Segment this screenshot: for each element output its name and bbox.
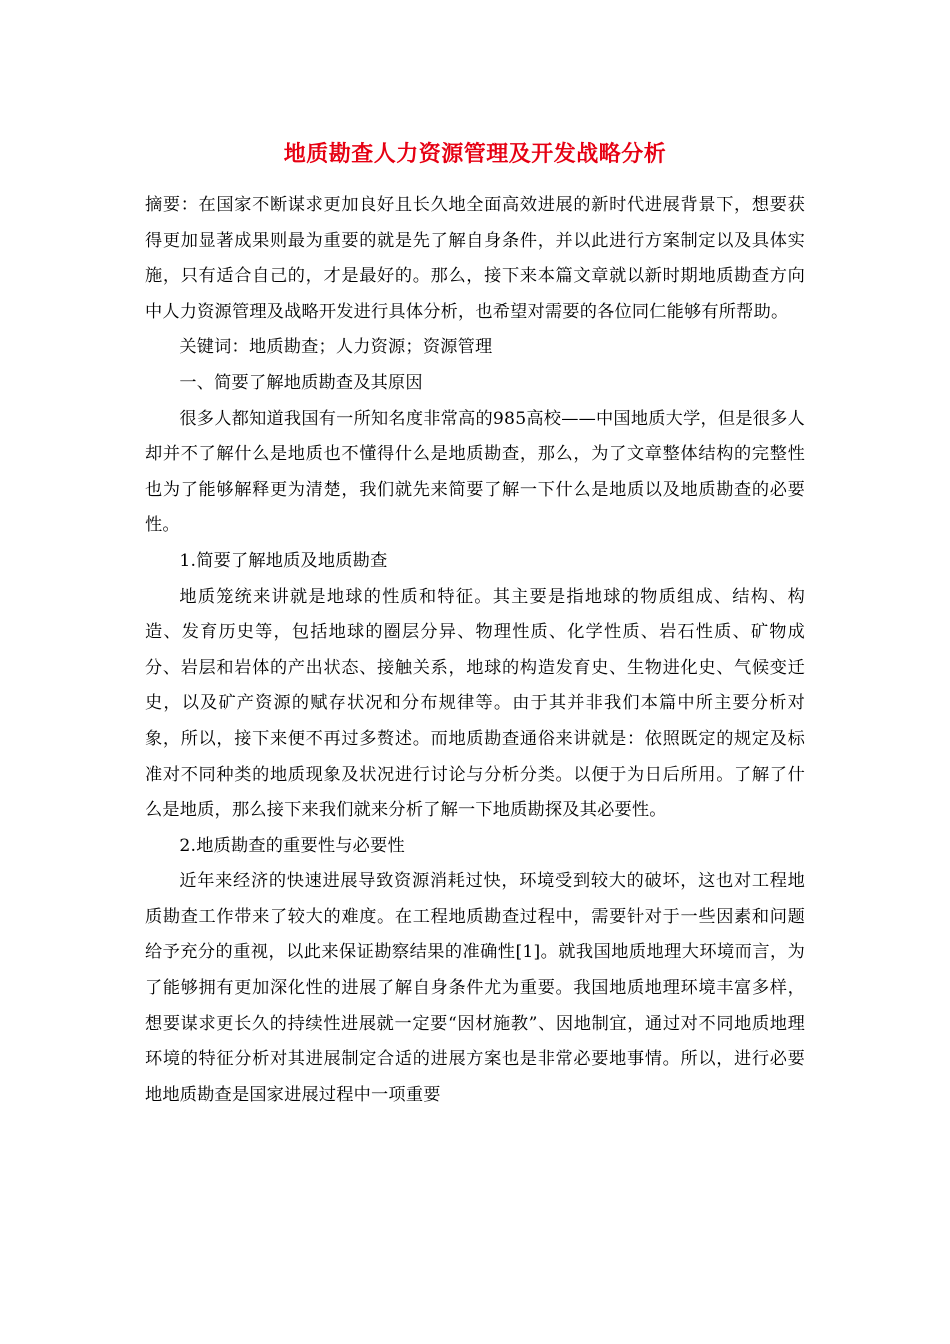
section-1-paragraph: 很多人都知道我国有一所知名度非常高的985高校——中国地质大学，但是很多人却并不了解什么是地质也不懂得什么是地质勘查，那么，为了文章整体结构的完整性也为了能够解释更为清楚，我们就先来简要了解一下什么是地质以及地质勘查的必要性。 — [145, 408, 805, 536]
subsection-1-paragraph: 地质笼统来讲就是地球的性质和特征。其主要是指地球的物质组成、结构、构造、发育历史等，包括地球的圈层分异、物理性质、化学性质、岩石性质、矿物成分、岩层和岩体的产出状态、接触关系，地球的构造发育史、生物进化史、气候变迁史，以及矿产资源的赋存状况和分布规律等。由于其并非我们本篇中所主要分析对象，所以，接下来便不再过多赘述。而地质勘查通俗来讲就是：依照既定的规定及标准对不同种类的地质现象及状况进行讨论与分析分类。以便于为日后所用。了解了什么是地质，那么接下来我们就来分析了解一下地质勘探及其必要性。 — [145, 586, 805, 821]
keywords-line: 关键词：地质勘查；人力资源；资源管理 — [179, 337, 493, 358]
document-page — [145, 138, 805, 1113]
section-1-heading: 一、简要了解地质勘查及其原因 — [179, 372, 423, 393]
subsection-1-heading: 1.简要了解地质及地质勘查 — [179, 550, 388, 571]
abstract-paragraph: 摘要：在国家不断谋求更加良好且长久地全面高效进展的新时代进展背景下，想要获得更加显著成果则最为重要的就是先了解自身条件，并以此进行方案制定以及具体实施，只有适合自己的，才是最好的。那么，接下来本篇文章就以新时期地质勘查方向中人力资源管理及战略开发进行具体分析，也希望对需要的各位同仁能够有所帮助。 — [145, 195, 805, 322]
subsection-2-paragraph: 近年来经济的快速进展导致资源消耗过快，环境受到较大的破坏，这也对工程地质勘查工作带来了较大的难度。在工程地质勘查过程中，需要针对于一些因素和问题给予充分的重视，以此来保证勘察结果的准确性[1]。就我国地质地理大环境而言，为了能够拥有更加深化性的进展了解自身条件尤为重要。我国地质地理环境丰富多样，想要谋求更长久的持续性进展就一定要“因材施教”、因地制宜，通过对不同地质地理环境的特征分析对其进展制定合适的进展方案也是非常必要地事情。所以，进行必要地地质勘查是国家进展过程中一项重要 — [145, 871, 805, 1105]
subsection-2-heading: 2.地质勘查的重要性与必要性 — [179, 835, 405, 856]
document-title: 地质勘查人力资源管理及开发战略分析 — [283, 141, 667, 167]
